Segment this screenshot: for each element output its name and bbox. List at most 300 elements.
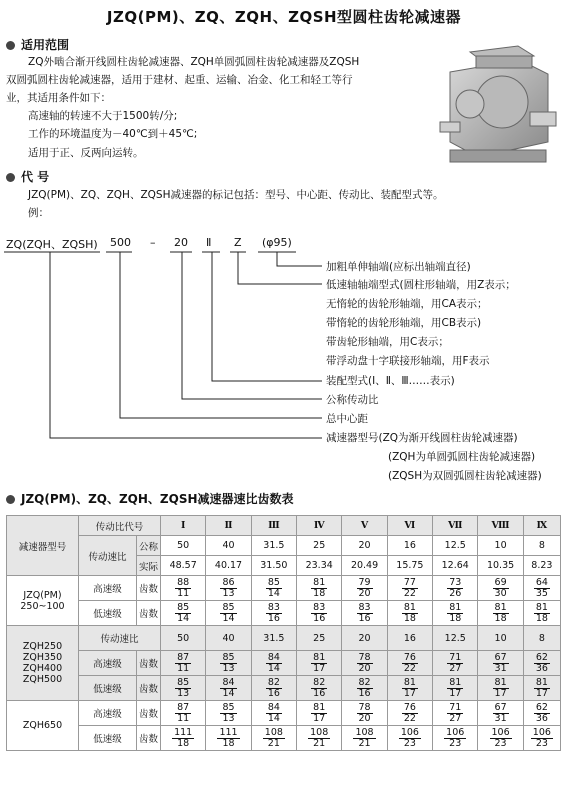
teeth-fraction-cell bbox=[433, 676, 478, 701]
teeth-denominator: 35 bbox=[535, 587, 548, 599]
teeth-denominator: 18 bbox=[222, 737, 235, 749]
header-ratio: 传动速比 bbox=[79, 536, 137, 576]
teeth-numerator: 71 bbox=[449, 701, 462, 713]
teeth-label: 齿数 bbox=[137, 576, 161, 601]
teeth-denominator: 16 bbox=[358, 612, 371, 624]
teeth-label: 齿数 bbox=[137, 676, 161, 701]
teeth-numerator: 81 bbox=[313, 651, 326, 663]
actual-ratio-cell: 31.50 bbox=[251, 556, 296, 576]
teeth-fraction bbox=[266, 703, 282, 724]
teeth-numerator: 64 bbox=[535, 576, 548, 588]
teeth-numerator: 108 bbox=[310, 726, 329, 738]
nominal-ratio-cell: 50 bbox=[161, 536, 206, 556]
teeth-fraction bbox=[399, 728, 421, 749]
teeth-fraction-cell bbox=[478, 701, 523, 726]
teeth-fraction bbox=[402, 653, 418, 674]
teeth-numerator: 81 bbox=[494, 601, 507, 613]
page-title: JZQ(PM)、ZQ、ZQH、ZQSH型圆柱齿轮减速器 bbox=[106, 8, 462, 26]
teeth-denominator: 18 bbox=[535, 612, 548, 624]
code-intro: JZQ(PM)、ZQ、ZQH、ZQSH减速器的标记包括：型号、中心距、传动比、装配型式等。 bbox=[28, 189, 444, 201]
teeth-fraction bbox=[311, 603, 327, 624]
teeth-fraction bbox=[447, 653, 463, 674]
teeth-fraction-cell bbox=[297, 701, 342, 726]
actual-ratio-cell: 10.35 bbox=[478, 556, 523, 576]
nominal-ratio-cell: 10 bbox=[478, 536, 523, 556]
teeth-fraction-cell bbox=[523, 701, 560, 726]
teeth-numerator: 81 bbox=[449, 601, 462, 613]
actual-ratio-cell: 15.75 bbox=[387, 556, 432, 576]
nominal-ratio-cell: 8 bbox=[523, 536, 560, 556]
teeth-fraction-cell bbox=[161, 726, 206, 751]
teeth-fraction bbox=[402, 603, 418, 624]
teeth-fraction-cell bbox=[433, 726, 478, 751]
teeth-fraction-cell bbox=[342, 676, 387, 701]
teeth-denominator: 14 bbox=[222, 612, 235, 624]
header-model: 减速器型号 bbox=[7, 516, 79, 576]
teeth-denominator: 18 bbox=[449, 612, 462, 624]
teeth-denominator: 17 bbox=[494, 687, 507, 699]
teeth-label: 齿数 bbox=[137, 601, 161, 626]
teeth-denominator: 14 bbox=[177, 612, 190, 624]
teeth-fraction-cell bbox=[251, 576, 296, 601]
teeth-fraction bbox=[220, 678, 236, 699]
code-part-model: ZQ(ZQH、ZQSH) bbox=[6, 238, 98, 251]
model-cell: ZQH250 ZQH350 ZQH400 ZQH500 bbox=[7, 626, 79, 701]
scope-line-2: 双圆弧圆柱齿轮减速器，适用于建材、起重、运输、冶金、化工和轻工等行 bbox=[6, 74, 353, 86]
header-roman-code: Ⅸ bbox=[523, 516, 560, 536]
teeth-numerator: 111 bbox=[174, 726, 193, 738]
annotation-11: (ZQSH为双圆弧圆柱齿轮减速器) bbox=[388, 470, 542, 482]
teeth-fraction bbox=[175, 703, 191, 724]
teeth-numerator: 69 bbox=[494, 576, 507, 588]
teeth-denominator: 14 bbox=[267, 662, 280, 674]
section-heading-scope: 适用范围 bbox=[6, 36, 69, 53]
teeth-numerator: 81 bbox=[449, 676, 462, 688]
code-part-assembly: Ⅱ bbox=[206, 236, 212, 249]
code-part-diameter: (φ95) bbox=[262, 236, 292, 249]
code-part-ratio: 20 bbox=[174, 236, 188, 249]
teeth-fraction bbox=[308, 728, 330, 749]
teeth-denominator: 13 bbox=[222, 662, 235, 674]
bullet-icon bbox=[6, 173, 15, 182]
ratio-teeth-table bbox=[6, 515, 561, 751]
teeth-numerator: 82 bbox=[267, 676, 280, 688]
teeth-denominator: 18 bbox=[313, 587, 326, 599]
teeth-numerator: 106 bbox=[446, 726, 465, 738]
header-roman-code: Ⅶ bbox=[433, 516, 478, 536]
header-roman-code: Ⅰ bbox=[161, 516, 206, 536]
table-row bbox=[7, 601, 561, 626]
teeth-label: 齿数 bbox=[137, 726, 161, 751]
teeth-fraction-cell bbox=[342, 601, 387, 626]
teeth-numerator: 85 bbox=[222, 601, 235, 613]
table-row bbox=[7, 701, 561, 726]
teeth-label: 齿数 bbox=[137, 701, 161, 726]
teeth-fraction-cell bbox=[251, 651, 296, 676]
model-cell: JZQ(PM) 250~100 bbox=[7, 576, 79, 626]
teeth-numerator: 85 bbox=[222, 701, 235, 713]
teeth-numerator: 88 bbox=[177, 576, 190, 588]
teeth-denominator: 21 bbox=[358, 737, 371, 749]
table-row bbox=[7, 676, 561, 701]
teeth-fraction-cell bbox=[206, 651, 251, 676]
teeth-fraction bbox=[402, 703, 418, 724]
ratio-cell: 40 bbox=[206, 626, 251, 651]
teeth-fraction bbox=[266, 678, 282, 699]
teeth-fraction bbox=[357, 678, 373, 699]
nominal-ratio-cell: 20 bbox=[342, 536, 387, 556]
teeth-numerator: 79 bbox=[358, 576, 371, 588]
teeth-fraction-cell bbox=[161, 576, 206, 601]
teeth-numerator: 62 bbox=[535, 701, 548, 713]
teeth-fraction bbox=[493, 678, 509, 699]
teeth-denominator: 26 bbox=[449, 587, 462, 599]
header-code: 传动比代号 bbox=[79, 516, 161, 536]
teeth-fraction-cell bbox=[297, 726, 342, 751]
teeth-denominator: 22 bbox=[403, 587, 416, 599]
teeth-fraction bbox=[493, 603, 509, 624]
actual-ratio-cell: 48.57 bbox=[161, 556, 206, 576]
teeth-fraction-cell bbox=[342, 726, 387, 751]
nominal-ratio-cell: 25 bbox=[297, 536, 342, 556]
teeth-denominator: 13 bbox=[222, 587, 235, 599]
teeth-fraction-cell bbox=[523, 576, 560, 601]
header-actual: 实际 bbox=[137, 556, 161, 576]
teeth-numerator: 81 bbox=[313, 701, 326, 713]
teeth-fraction-cell bbox=[387, 601, 432, 626]
teeth-denominator: 20 bbox=[358, 712, 371, 724]
teeth-fraction bbox=[444, 728, 466, 749]
teeth-fraction bbox=[357, 578, 373, 599]
teeth-fraction bbox=[266, 653, 282, 674]
teeth-denominator: 21 bbox=[267, 737, 280, 749]
teeth-denominator: 16 bbox=[267, 687, 280, 699]
teeth-denominator: 17 bbox=[313, 662, 326, 674]
teeth-fraction-cell bbox=[342, 576, 387, 601]
annotation-9: 减速器型号(ZQ为渐开线圆柱齿轮减速器) bbox=[326, 432, 518, 444]
ratio-cell: 50 bbox=[161, 626, 206, 651]
teeth-numerator: 81 bbox=[494, 676, 507, 688]
teeth-fraction-cell bbox=[206, 576, 251, 601]
code-part-shaft: Z bbox=[234, 236, 242, 249]
teeth-fraction bbox=[534, 703, 550, 724]
teeth-denominator: 16 bbox=[313, 687, 326, 699]
code-part-dash: – bbox=[150, 236, 156, 249]
teeth-denominator: 23 bbox=[494, 737, 507, 749]
teeth-numerator: 106 bbox=[532, 726, 551, 738]
teeth-fraction-cell bbox=[161, 701, 206, 726]
ratio-cell: 8 bbox=[523, 626, 560, 651]
teeth-numerator: 81 bbox=[403, 601, 416, 613]
teeth-denominator: 11 bbox=[177, 587, 190, 599]
teeth-numerator: 82 bbox=[313, 676, 326, 688]
teeth-denominator: 14 bbox=[222, 687, 235, 699]
teeth-fraction-cell bbox=[433, 701, 478, 726]
teeth-fraction-cell bbox=[433, 651, 478, 676]
teeth-fraction-cell bbox=[387, 701, 432, 726]
annotation-1: 低速轴轴端型式(圆柱形轴端，用Z表示； bbox=[326, 279, 516, 291]
teeth-fraction-cell bbox=[523, 726, 560, 751]
teeth-fraction-cell bbox=[251, 726, 296, 751]
teeth-numerator: 85 bbox=[177, 601, 190, 613]
teeth-fraction-cell bbox=[251, 676, 296, 701]
teeth-numerator: 84 bbox=[267, 701, 280, 713]
teeth-fraction-cell bbox=[342, 701, 387, 726]
teeth-numerator: 76 bbox=[403, 701, 416, 713]
header-roman-code: Ⅳ bbox=[297, 516, 342, 536]
teeth-denominator: 27 bbox=[449, 712, 462, 724]
teeth-numerator: 78 bbox=[358, 651, 371, 663]
teeth-fraction bbox=[311, 678, 327, 699]
teeth-numerator: 87 bbox=[177, 651, 190, 663]
annotation-2: 无惰轮的齿轮形轴端，用CA表示； bbox=[326, 298, 488, 310]
teeth-fraction bbox=[357, 603, 373, 624]
teeth-fraction-cell bbox=[251, 701, 296, 726]
header-roman-code: Ⅵ bbox=[387, 516, 432, 536]
scope-line-4: 高速轴的转速不大于1500转/分; bbox=[28, 110, 178, 122]
teeth-fraction-cell bbox=[251, 601, 296, 626]
table-row bbox=[7, 516, 561, 536]
teeth-label: 齿数 bbox=[137, 651, 161, 676]
section-heading-table: JZQ(PM)、ZQ、ZQH、ZQSH减速器速比齿数表 bbox=[6, 490, 294, 507]
teeth-denominator: 14 bbox=[267, 712, 280, 724]
teeth-denominator: 30 bbox=[494, 587, 507, 599]
teeth-numerator: 81 bbox=[313, 576, 326, 588]
header-roman-code: Ⅴ bbox=[342, 516, 387, 536]
teeth-fraction bbox=[217, 728, 239, 749]
teeth-fraction bbox=[357, 653, 373, 674]
teeth-fraction-cell bbox=[478, 676, 523, 701]
annotation-7: 公称传动比 bbox=[326, 394, 379, 406]
header-roman-code: Ⅲ bbox=[251, 516, 296, 536]
teeth-numerator: 78 bbox=[358, 701, 371, 713]
teeth-numerator: 84 bbox=[267, 651, 280, 663]
teeth-denominator: 20 bbox=[358, 587, 371, 599]
teeth-fraction bbox=[447, 678, 463, 699]
annotation-4: 带齿轮形轴端，用C表示； bbox=[326, 336, 449, 348]
teeth-fraction bbox=[402, 678, 418, 699]
teeth-denominator: 27 bbox=[449, 662, 462, 674]
teeth-fraction bbox=[493, 653, 509, 674]
teeth-fraction bbox=[447, 703, 463, 724]
teeth-numerator: 84 bbox=[222, 676, 235, 688]
teeth-denominator: 14 bbox=[267, 587, 280, 599]
teeth-numerator: 71 bbox=[449, 651, 462, 663]
teeth-fraction-cell bbox=[161, 651, 206, 676]
teeth-numerator: 86 bbox=[222, 576, 235, 588]
teeth-fraction-cell bbox=[387, 651, 432, 676]
nominal-ratio-cell: 40 bbox=[206, 536, 251, 556]
teeth-fraction bbox=[534, 603, 550, 624]
stage-high: 高速级 bbox=[79, 576, 137, 601]
teeth-fraction-cell bbox=[523, 676, 560, 701]
teeth-numerator: 82 bbox=[358, 676, 371, 688]
teeth-fraction bbox=[311, 653, 327, 674]
teeth-denominator: 11 bbox=[177, 712, 190, 724]
annotation-3: 带惰轮的齿轮形轴端，用CB表示) bbox=[326, 317, 482, 329]
bullet-icon bbox=[6, 41, 15, 50]
teeth-denominator: 18 bbox=[403, 612, 416, 624]
teeth-fraction bbox=[490, 728, 512, 749]
table-row bbox=[7, 576, 561, 601]
teeth-numerator: 67 bbox=[494, 701, 507, 713]
ratio-cell: 31.5 bbox=[251, 626, 296, 651]
teeth-denominator: 21 bbox=[313, 737, 326, 749]
teeth-denominator: 36 bbox=[535, 662, 548, 674]
teeth-fraction-cell bbox=[206, 601, 251, 626]
teeth-denominator: 13 bbox=[222, 712, 235, 724]
teeth-fraction-cell bbox=[342, 651, 387, 676]
teeth-fraction-cell bbox=[297, 601, 342, 626]
teeth-fraction-cell bbox=[478, 726, 523, 751]
teeth-fraction-cell bbox=[523, 651, 560, 676]
teeth-denominator: 11 bbox=[177, 662, 190, 674]
section-heading-code: 代 号 bbox=[6, 168, 49, 185]
teeth-fraction bbox=[534, 653, 550, 674]
scope-line-5: 工作的环境温度为－40℃到＋45℃; bbox=[28, 128, 198, 140]
teeth-fraction bbox=[534, 678, 550, 699]
header-nominal: 公称 bbox=[137, 536, 161, 556]
teeth-denominator: 18 bbox=[494, 612, 507, 624]
teeth-numerator: 62 bbox=[535, 651, 548, 663]
teeth-fraction bbox=[493, 578, 509, 599]
teeth-numerator: 83 bbox=[358, 601, 371, 613]
teeth-denominator: 20 bbox=[358, 662, 371, 674]
teeth-fraction-cell bbox=[206, 726, 251, 751]
teeth-fraction bbox=[266, 603, 282, 624]
example-label: 例： bbox=[28, 207, 49, 219]
actual-ratio-cell: 8.23 bbox=[523, 556, 560, 576]
teeth-fraction bbox=[311, 703, 327, 724]
teeth-fraction-cell bbox=[478, 601, 523, 626]
reducer-photo bbox=[430, 42, 558, 182]
teeth-fraction bbox=[402, 578, 418, 599]
annotation-6: 装配型式(Ⅰ、Ⅱ、Ⅲ……表示) bbox=[326, 375, 455, 387]
annotation-0: 加粗单伸轴端(应标出轴端直径) bbox=[326, 261, 471, 273]
ratio-cell: 12.5 bbox=[433, 626, 478, 651]
teeth-numerator: 87 bbox=[177, 701, 190, 713]
teeth-numerator: 81 bbox=[403, 676, 416, 688]
teeth-fraction-cell bbox=[161, 676, 206, 701]
teeth-fraction-cell bbox=[161, 601, 206, 626]
teeth-fraction bbox=[220, 603, 236, 624]
teeth-numerator: 85 bbox=[177, 676, 190, 688]
bullet-icon bbox=[6, 495, 15, 504]
ratio-cell: 20 bbox=[342, 626, 387, 651]
teeth-numerator: 108 bbox=[355, 726, 374, 738]
teeth-denominator: 31 bbox=[494, 712, 507, 724]
teeth-fraction bbox=[172, 728, 194, 749]
table-row bbox=[7, 626, 561, 651]
table-row bbox=[7, 651, 561, 676]
teeth-numerator: 81 bbox=[535, 601, 548, 613]
ratio-label: 传动速比 bbox=[79, 626, 161, 651]
teeth-numerator: 67 bbox=[494, 651, 507, 663]
stage-low: 低速级 bbox=[79, 601, 137, 626]
teeth-fraction bbox=[493, 703, 509, 724]
teeth-denominator: 17 bbox=[449, 687, 462, 699]
teeth-fraction-cell bbox=[297, 651, 342, 676]
teeth-numerator: 85 bbox=[222, 651, 235, 663]
teeth-numerator: 83 bbox=[267, 601, 280, 613]
teeth-fraction bbox=[175, 578, 191, 599]
teeth-fraction-cell bbox=[297, 576, 342, 601]
ratio-cell: 16 bbox=[387, 626, 432, 651]
teeth-fraction bbox=[447, 603, 463, 624]
actual-ratio-cell: 23.34 bbox=[297, 556, 342, 576]
teeth-fraction bbox=[175, 653, 191, 674]
teeth-fraction-cell bbox=[433, 601, 478, 626]
scope-line-6: 适用于正、反两向运转。 bbox=[28, 147, 144, 159]
stage-high: 高速级 bbox=[79, 701, 137, 726]
teeth-fraction-cell bbox=[433, 576, 478, 601]
teeth-numerator: 108 bbox=[264, 726, 283, 738]
teeth-numerator: 76 bbox=[403, 651, 416, 663]
actual-ratio-cell: 20.49 bbox=[342, 556, 387, 576]
scope-line-1: ZQ外啮合渐开线圆柱齿轮减速器、ZQH单圆弧圆柱齿轮减速器及ZQSH bbox=[28, 56, 360, 68]
teeth-numerator: 85 bbox=[267, 576, 280, 588]
teeth-fraction bbox=[175, 603, 191, 624]
teeth-numerator: 77 bbox=[403, 576, 416, 588]
teeth-fraction bbox=[531, 728, 553, 749]
teeth-fraction bbox=[353, 728, 375, 749]
teeth-fraction-cell bbox=[478, 651, 523, 676]
teeth-fraction bbox=[220, 578, 236, 599]
actual-ratio-cell: 12.64 bbox=[433, 556, 478, 576]
scope-line-3: 业，其适用条件如下： bbox=[6, 92, 111, 104]
teeth-denominator: 36 bbox=[535, 712, 548, 724]
teeth-denominator: 31 bbox=[494, 662, 507, 674]
teeth-denominator: 23 bbox=[535, 737, 548, 749]
teeth-denominator: 18 bbox=[177, 737, 190, 749]
stage-low: 低速级 bbox=[79, 726, 137, 751]
teeth-denominator: 16 bbox=[267, 612, 280, 624]
model-cell: ZQH650 bbox=[7, 701, 79, 751]
ratio-cell: 10 bbox=[478, 626, 523, 651]
teeth-fraction bbox=[220, 653, 236, 674]
teeth-denominator: 22 bbox=[403, 712, 416, 724]
teeth-fraction-cell bbox=[387, 676, 432, 701]
teeth-fraction-cell bbox=[478, 576, 523, 601]
teeth-fraction bbox=[263, 728, 285, 749]
annotation-5: 带浮动盘十字联接形轴端，用F表示 bbox=[326, 355, 490, 367]
teeth-denominator: 16 bbox=[358, 687, 371, 699]
teeth-numerator: 106 bbox=[491, 726, 510, 738]
teeth-denominator: 17 bbox=[403, 687, 416, 699]
teeth-fraction bbox=[534, 578, 550, 599]
annotation-10: (ZQH为单圆弧圆柱齿轮减速器) bbox=[388, 451, 536, 463]
teeth-denominator: 22 bbox=[403, 662, 416, 674]
teeth-fraction-cell bbox=[206, 676, 251, 701]
teeth-numerator: 111 bbox=[219, 726, 238, 738]
teeth-denominator: 23 bbox=[449, 737, 462, 749]
teeth-fraction bbox=[357, 703, 373, 724]
teeth-fraction-cell bbox=[206, 701, 251, 726]
teeth-numerator: 73 bbox=[449, 576, 462, 588]
nominal-ratio-cell: 12.5 bbox=[433, 536, 478, 556]
teeth-fraction-cell bbox=[523, 601, 560, 626]
teeth-denominator: 23 bbox=[403, 737, 416, 749]
teeth-fraction bbox=[447, 578, 463, 599]
actual-ratio-cell: 40.17 bbox=[206, 556, 251, 576]
teeth-fraction bbox=[220, 703, 236, 724]
table-row bbox=[7, 726, 561, 751]
teeth-fraction-cell bbox=[387, 726, 432, 751]
table-row bbox=[7, 536, 561, 556]
stage-high: 高速级 bbox=[79, 651, 137, 676]
stage-low: 低速级 bbox=[79, 676, 137, 701]
ratio-cell: 25 bbox=[297, 626, 342, 651]
